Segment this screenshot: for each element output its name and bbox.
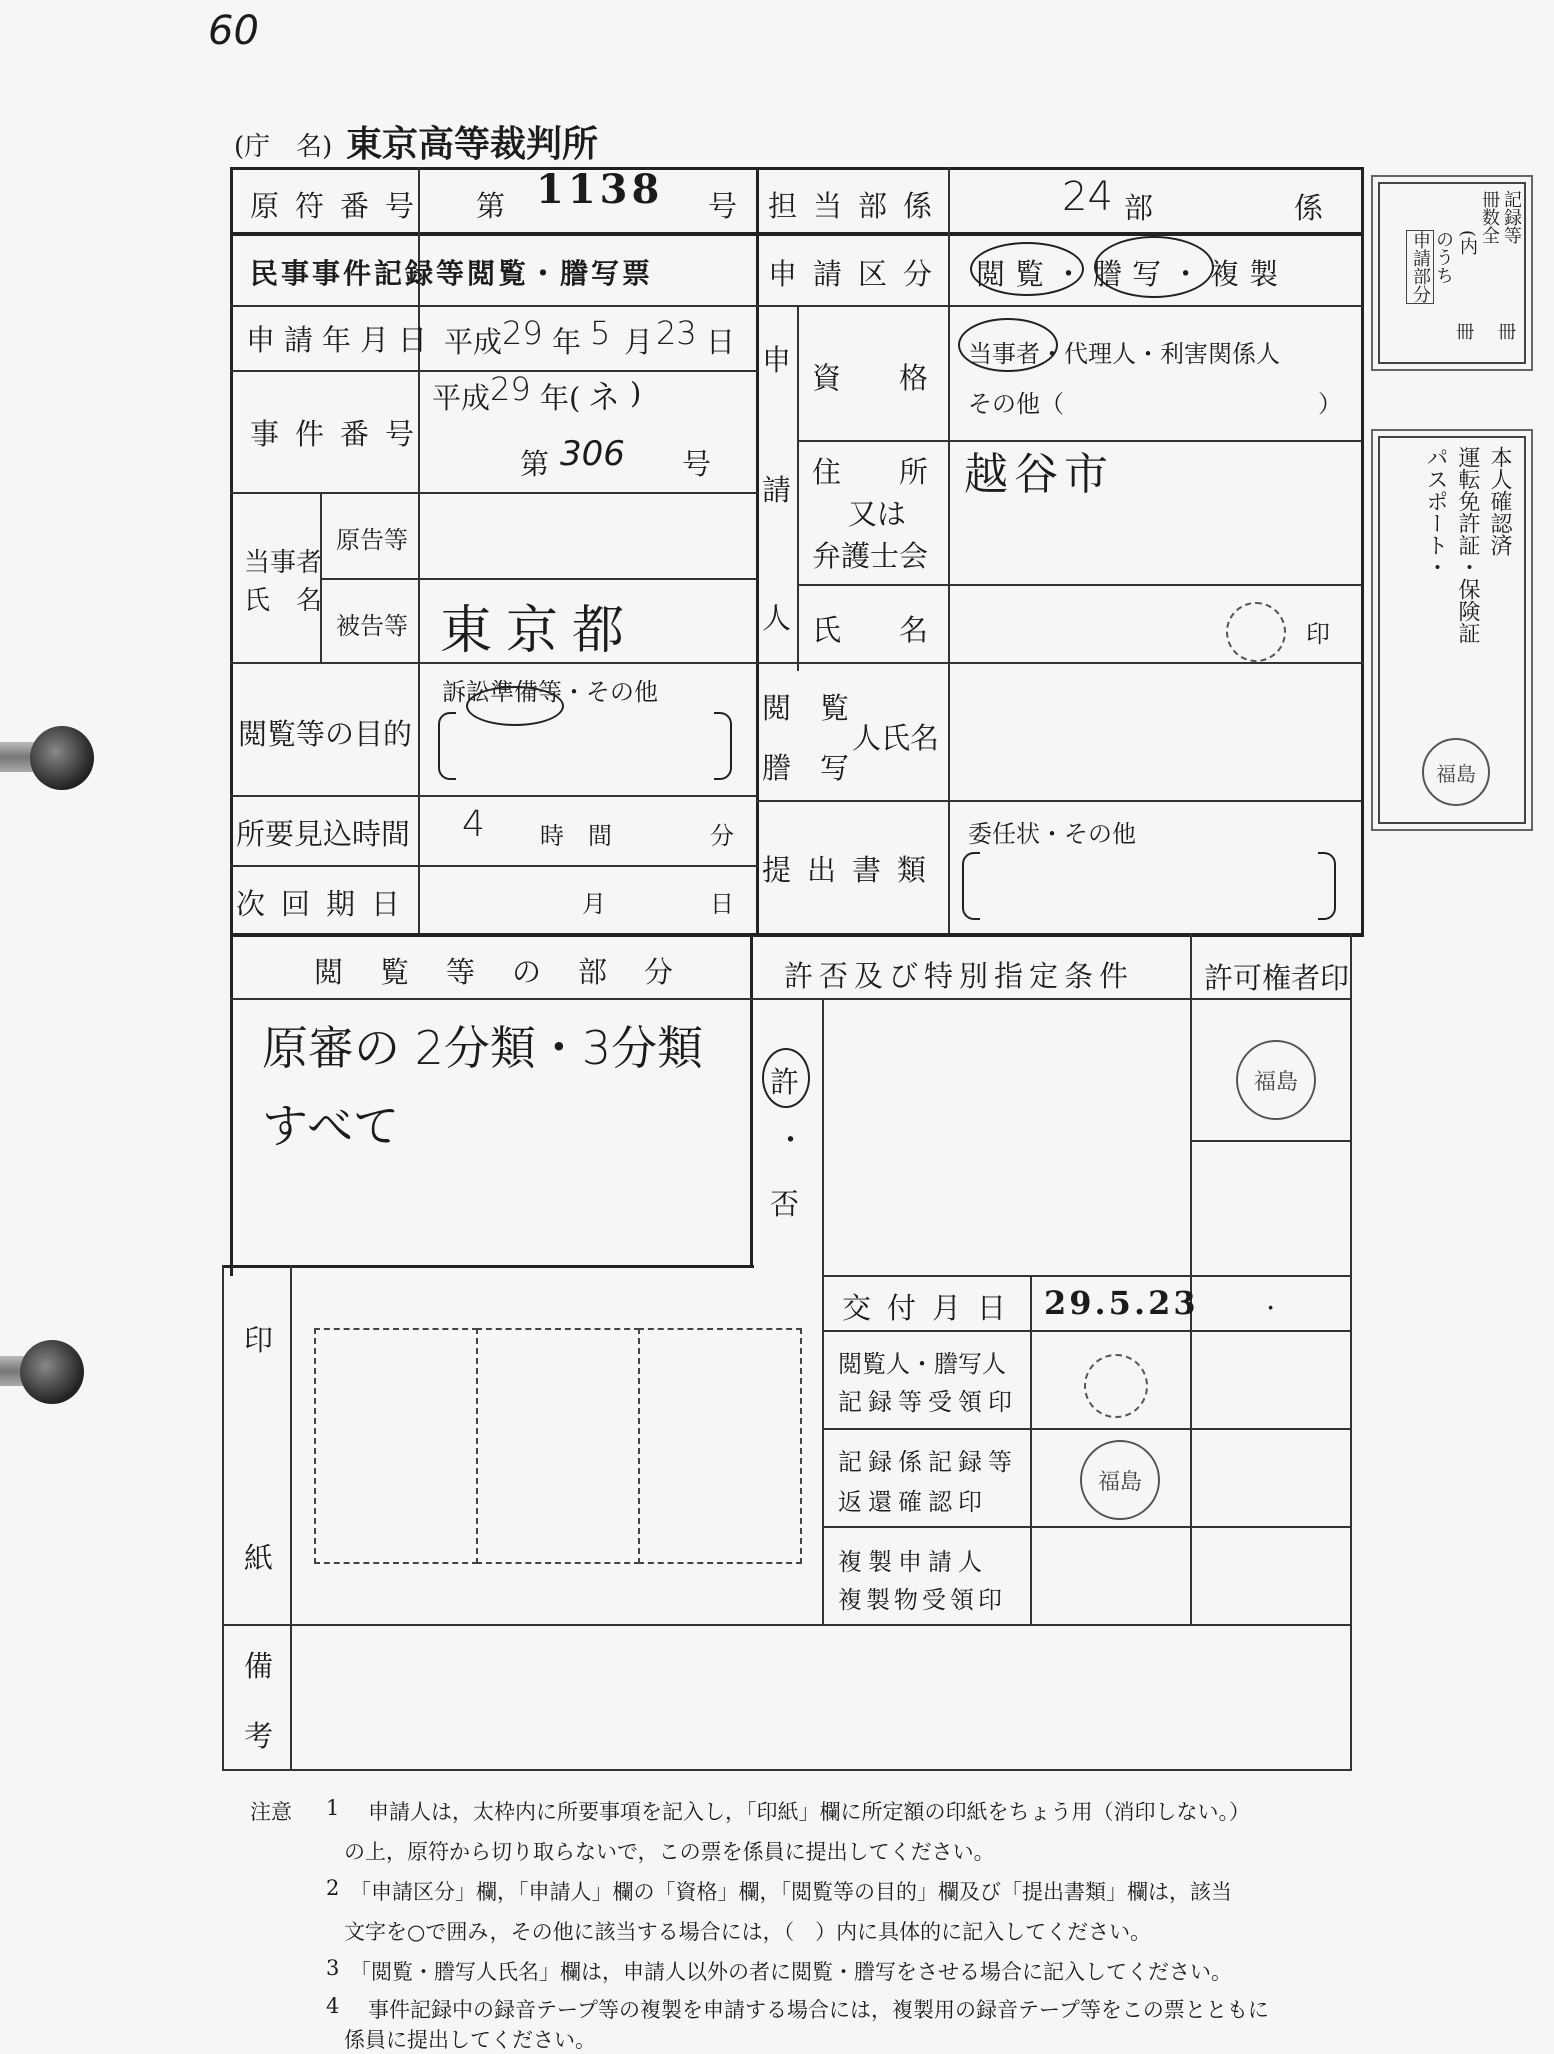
grid-line: [750, 933, 753, 1268]
address-label-1: 住 所: [812, 455, 929, 489]
circle-mark-sosho: [466, 686, 564, 726]
note-3-num: 3: [326, 1956, 340, 1980]
option-char: 覧: [1015, 257, 1045, 291]
side-col: 記録等: [1501, 190, 1522, 244]
defendant-label: 被告等: [336, 612, 408, 640]
next-date-label: 次回期日: [236, 887, 417, 921]
form-border-top: [230, 167, 1364, 170]
deny-char: 否: [770, 1187, 800, 1221]
note-2-line-1: 「申請区分」欄，「申請人」欄の「資格」欄，「閲覧等の目的」欄及び「提出書類」欄は，該当: [350, 1880, 1232, 1904]
option-char: 複: [1210, 257, 1240, 291]
dept-kakari: 係: [1294, 191, 1324, 225]
case-close: ): [630, 376, 642, 410]
date-nen: 年: [552, 325, 582, 359]
purpose-paren-right: [714, 712, 732, 780]
original-no-value: 1138: [536, 166, 664, 213]
case-go: 号: [682, 447, 712, 481]
applicant-char-1: 申: [762, 343, 792, 377]
stamp-area-label-bottom: 紙: [244, 1541, 274, 1575]
scope-line-1[interactable]: 原審の 2分類・3分類: [262, 1021, 704, 1075]
authorizer-stamp: 福島: [1236, 1040, 1316, 1120]
grid-line: [1190, 933, 1192, 1624]
estimated-hours[interactable]: 4: [462, 804, 485, 845]
purpose-paren-left: [438, 712, 456, 780]
dept-number: 24: [1062, 174, 1113, 220]
grid-line: [230, 865, 758, 867]
case-number-label: 事件番号: [250, 417, 431, 451]
submitted-docs-label: 提出書類: [762, 853, 943, 887]
next-month-unit: 月: [582, 890, 606, 918]
form-thick-top: [230, 232, 1364, 236]
qualification-other[interactable]: その他（: [968, 390, 1064, 418]
option-char: 閲: [976, 257, 1006, 291]
circle-mark-tousha: [1094, 236, 1214, 298]
grid-line: [230, 305, 758, 307]
revenue-stamp-slot[interactable]: [476, 1328, 640, 1564]
return-confirm-2: 返還確認印: [838, 1488, 988, 1516]
docs-paren-left: [962, 852, 980, 920]
side-box-id-check: [1378, 436, 1526, 824]
estimated-time-label: 所要見込時間: [236, 817, 411, 851]
note-1-line-2: の上，原符から切り取らないで，この票を係員に提出してください。: [344, 1840, 995, 1864]
note-4-num: 4: [326, 1994, 340, 2018]
docs-paren-right: [1318, 852, 1336, 920]
defendant-value[interactable]: 東京都: [440, 601, 639, 661]
notes-title: 注意: [250, 1800, 292, 1824]
case-type: ネ: [588, 378, 621, 416]
minutes-unit: 分: [710, 822, 734, 850]
note-1-num: 1: [326, 1796, 340, 1820]
grid-line: [222, 1624, 1352, 1626]
option-char: ・: [1171, 257, 1201, 291]
note-3-line-1: 「閲覧・謄写人氏名」欄は，申請人以外の者に閲覧・謄写をさせる場合に記入してください。: [350, 1960, 1232, 1984]
side-col: 冊: [1453, 322, 1474, 340]
grid-line: [230, 998, 1352, 1000]
binder-hole-top: [30, 726, 94, 790]
permission-label: 許否及び特別指定条件: [784, 959, 1135, 993]
applicant-char-3: 人: [762, 601, 792, 635]
copy-receipt-2: 複製物受領印: [838, 1586, 1006, 1614]
viewer-label-2: 人氏名: [852, 721, 940, 755]
grid-line: [1190, 1140, 1350, 1142]
side-col: 運転免許証・保険証: [1455, 446, 1480, 644]
grid-line: [822, 998, 824, 1624]
remarks-char-1: 備: [244, 1649, 274, 1683]
side-col: 本人確認済: [1487, 446, 1512, 556]
viewer-label-1: 閲 覧: [762, 691, 850, 725]
option-char: 製: [1249, 257, 1279, 291]
grid-line: [222, 1265, 224, 1771]
grid-line: [1030, 1275, 1032, 1624]
applicant-seal-stamp: [1226, 602, 1286, 662]
revenue-stamp-slot[interactable]: [314, 1328, 478, 1564]
grid-line: [230, 662, 1364, 664]
note-1-line-1: 申請人は，太枠内に所要事項を記入し，「印紙」欄に所定額の印紙をちょう用（消印しない。）: [368, 1800, 1250, 1824]
case-era: 平成: [432, 381, 491, 415]
original-no-suffix: 号: [708, 189, 738, 223]
option-char: ・: [1054, 257, 1084, 291]
return-confirm-stamp: 福島: [1080, 1440, 1160, 1520]
authorizer-seal-label: 許可権者印: [1204, 961, 1350, 995]
date-hi: 日: [706, 325, 736, 359]
form-border-left: [230, 167, 233, 1276]
grid-line: [320, 578, 758, 580]
grid-line: [230, 795, 758, 797]
delivery-date-dot: .: [1266, 1282, 1276, 1316]
grid-line: [797, 305, 799, 671]
viewer-receipt-1: 閲覧人・謄写人: [838, 1350, 1006, 1378]
copy-receipt-1: 複製申請人: [838, 1548, 988, 1576]
page-number: 60: [208, 8, 259, 54]
next-day-unit: 日: [710, 890, 734, 918]
stamp-area-label-top: 印: [244, 1323, 274, 1357]
agency-label: (庁 名): [234, 132, 333, 162]
revenue-stamp-slot[interactable]: [638, 1328, 802, 1564]
original-no-prefix: 第: [476, 189, 506, 223]
date-tsuki: 月: [624, 325, 654, 359]
side-col: 申請部分: [1406, 230, 1434, 304]
date-era: 平成: [444, 325, 503, 359]
dept-bu: 部: [1124, 191, 1154, 225]
address-label-2: 又は: [848, 497, 907, 531]
form-border-right: [1361, 167, 1364, 937]
case-dai: 第: [520, 447, 550, 481]
note-2-num: 2: [326, 1876, 340, 1900]
case-year: 29: [490, 370, 531, 408]
address-value[interactable]: 越谷市: [964, 449, 1114, 500]
circle-mark-tojisha: [958, 318, 1058, 372]
grid-line: [822, 1526, 1350, 1528]
viewer-label-3: 謄 写: [762, 751, 850, 785]
side-col: のうち: [1433, 230, 1454, 284]
submitted-docs-options[interactable]: 委任状・その他: [968, 820, 1136, 848]
hours-unit: 時 間: [540, 822, 612, 850]
note-4-line-2: 係員に提出してください。: [344, 2028, 596, 2052]
note-4-line-1: 事件記録中の録音テープ等の複製を申請する場合には，複製用の録音テープ等をこの票とともに: [368, 1998, 1269, 2022]
grid-line: [222, 1769, 1352, 1771]
return-confirm-1: 記録係記録等: [838, 1448, 1018, 1476]
form-title: 民事事件記録等閲覧・謄写票: [250, 257, 654, 290]
delivery-date-value: 29.5.23: [1044, 1284, 1199, 1322]
option-char: 写: [1132, 257, 1162, 291]
seal-label: 印: [1306, 620, 1330, 648]
option-char: 謄: [1093, 257, 1123, 291]
grid-line: [822, 1428, 1350, 1430]
side-col: 冊: [1495, 322, 1516, 340]
agency-name: 東京高等裁判所: [346, 123, 599, 165]
grid-line: [822, 1330, 1350, 1332]
side-box-volumes: [1378, 182, 1526, 364]
parties-label-1: 当事者: [244, 548, 323, 578]
scope-line-2[interactable]: すべて: [262, 1099, 400, 1153]
date-day: 23: [656, 314, 697, 352]
qualification-options[interactable]: 当事者・代理人・利害関係人: [968, 340, 1280, 368]
case-nen: 年(: [540, 381, 581, 415]
grid-line: [1350, 933, 1352, 1771]
permit-char: 許: [770, 1065, 800, 1099]
viewer-receipt-stamp: [1084, 1354, 1148, 1418]
id-check-stamp: 福島: [1422, 738, 1490, 806]
grid-line: [756, 800, 1362, 802]
grid-line: [230, 492, 758, 494]
date-year: 29: [502, 314, 543, 352]
grid-line: [797, 584, 1362, 586]
note-2-line-2: 文字を○で囲み，その他に該当する場合には，（ ）内に具体的に記入してください。: [344, 1920, 1152, 1944]
qualification-label: 資 格: [812, 361, 929, 395]
case-no: 306: [560, 434, 625, 474]
circle-mark-eturan: [970, 242, 1084, 296]
viewer-receipt-2: 記録等受領印: [838, 1388, 1018, 1416]
binder-hole-bottom: [20, 1340, 84, 1404]
application-type-label: 申請区分: [768, 257, 949, 291]
application-date-label: 申請年月日: [246, 323, 437, 357]
grid-line: [290, 1265, 292, 1771]
side-col: (内: [1457, 230, 1478, 256]
qualification-other-close: ）: [1318, 390, 1342, 418]
address-label-3: 弁護士会: [812, 539, 929, 573]
purpose-label: 閲覧等の目的: [238, 717, 413, 751]
delivery-date-label: 交付月日: [842, 1291, 1023, 1325]
applicant-char-2: 請: [762, 473, 792, 507]
grid-line: [948, 167, 950, 937]
remarks-char-2: 考: [244, 1719, 274, 1753]
grid-line: [224, 1265, 754, 1268]
date-month: 5: [590, 314, 611, 352]
side-col: パスポート・: [1423, 446, 1448, 578]
original-no-label: 原符番号: [250, 189, 431, 223]
form-thick-mid: [230, 933, 1364, 937]
scope-label: 閲 覧 等 の 部 分: [314, 955, 678, 989]
grid-line: [756, 167, 759, 937]
applicant-name-label: 氏 名: [812, 613, 929, 647]
grid-line: [756, 305, 1362, 307]
purpose-options[interactable]: 訴訟準備等・その他: [442, 678, 658, 706]
dept-label: 担当部係: [768, 189, 949, 223]
side-col: 冊数全: [1479, 190, 1500, 244]
grid-line: [822, 1275, 1350, 1277]
grid-line: [418, 492, 420, 662]
parties-label-2: 氏 名: [244, 586, 323, 616]
grid-line: [418, 662, 420, 937]
plaintiff-label: 原告等: [336, 526, 408, 554]
permission-dot: ・: [776, 1123, 806, 1157]
circle-mark-permit: [762, 1048, 810, 1108]
